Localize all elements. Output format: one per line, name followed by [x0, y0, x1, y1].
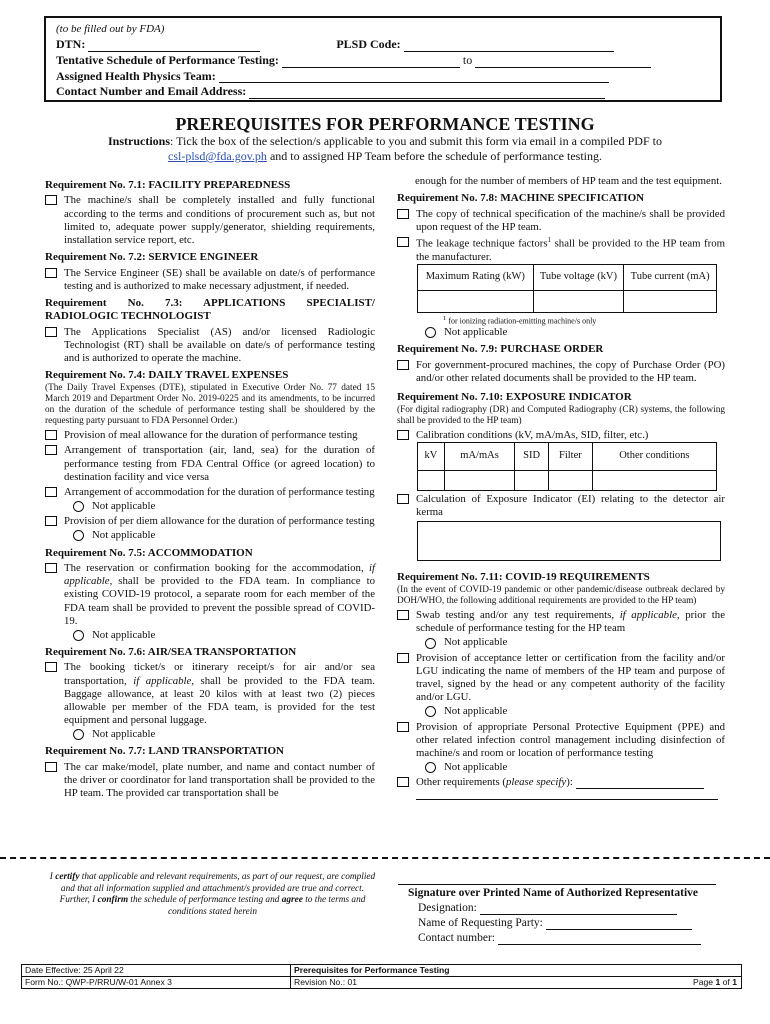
not-applicable-option [73, 500, 375, 513]
radio-button[interactable] [425, 706, 436, 717]
not-applicable-label: Not applicable [92, 628, 156, 641]
instructions-text2: and to assigned HP Team before the schedule of performance testing. [266, 149, 602, 163]
schedule-to-label: to [462, 53, 473, 68]
req-7-9-text: For government-procured machines, the copy of Purchase Order (PO) and/or other related documents shall be provided to the HP team. [416, 358, 725, 385]
req-7-4-text-1: Provision of meal allowance for the duration of performance testing [64, 429, 358, 442]
radio-button[interactable] [73, 501, 84, 512]
req-7-2-item [45, 267, 375, 293]
form-number: Form No.: QWP-P/RRU/W-01 Annex 3 [22, 977, 291, 989]
req-7-9-heading: Requirement No. 7.9: PURCHASE ORDER [397, 343, 604, 356]
req-7-3-heading-2: RADIOLOGIC TECHNOLOGIST [45, 310, 211, 323]
not-applicable-option [73, 529, 375, 542]
req-7-4-heading: Requirement No. 7.4: DAILY TRAVEL EXPENSES [45, 369, 289, 382]
req-7-7-item [45, 761, 375, 801]
table-header: kV [418, 443, 445, 471]
signature-block [408, 886, 728, 945]
email-link[interactable]: csl-plsd@fda.gov.ph [168, 149, 267, 163]
plsd-label: PLSD Code: [336, 37, 401, 52]
page-title: PREREQUISITES FOR PERFORMANCE TESTING [175, 114, 595, 134]
designation-line: Designation: [418, 901, 728, 915]
table-header: Other conditions [592, 443, 716, 471]
dtn-field[interactable] [88, 41, 260, 52]
schedule-line: Tentative Schedule of Performance Testing: to [56, 53, 710, 68]
radio-button[interactable] [425, 327, 436, 338]
not-applicable-label: Not applicable [92, 529, 156, 542]
req-7-8-text-1: The copy of technical specification of the machine/s shall be provided upon request of the HP team. [416, 207, 725, 233]
date-effective: Date Effective: 25 April 22 [22, 965, 291, 977]
contact-line [56, 84, 710, 99]
req-7-8-heading: Requirement No. 7.8: MACHINE SPECIFICATION [397, 192, 645, 205]
req-7-5-heading: Requirement No. 7.5: ACCOMMODATION [45, 546, 253, 559]
signature-title: Signature over Printed Name of Authorized Representative [408, 887, 699, 899]
req-7-11-text-2: Provision of acceptance letter or certification from the facility and/or LGU indicating the name of members of the HP team and purpose of travel, signed by the head or any competent authority of the facility and/or LGU. [416, 651, 725, 704]
dtn-line [56, 37, 710, 52]
not-applicable-option [425, 705, 725, 718]
table-header: mA/mAs [444, 443, 514, 471]
right-column [397, 175, 725, 800]
req-7-8-item-2 [397, 236, 725, 264]
contact-field[interactable] [249, 88, 605, 99]
checkbox[interactable] [45, 195, 57, 205]
checkbox[interactable] [397, 722, 409, 732]
table-cell[interactable] [444, 471, 514, 491]
team-label: Assigned Health Physics Team: [56, 68, 216, 83]
checkbox[interactable] [45, 430, 57, 440]
team-field[interactable] [219, 72, 609, 83]
req-7-8-text-2: The leakage technique factors$^1$ shall be provided to the HP team from the manufacturer. [416, 235, 725, 263]
checkbox[interactable] [397, 653, 409, 663]
not-applicable-option [73, 728, 375, 741]
req-7-4-item-2 [45, 444, 375, 484]
table-header: SID [515, 443, 549, 471]
not-applicable-label: Not applicable [444, 326, 508, 339]
req-7-4-text-4: Provision of per diem allowance for the duration of performance testing [64, 515, 375, 528]
req-7-3-item [45, 326, 375, 366]
req-7-11-text-3: Provision of appropriate Personal Protective Equipment (PPE) and other related infection control management including disinfection of machine/s and room or location of performance testing [416, 720, 725, 759]
table-header: Tube voltage (kV) [533, 264, 624, 290]
checkbox[interactable] [45, 516, 57, 526]
radio-button[interactable] [73, 630, 84, 641]
req-7-11-item-4 [397, 776, 725, 789]
instructions-label: Instructions [108, 134, 171, 148]
req-7-5-text: The reservation or confirmation booking for the accommodation, if applicable, shall be provided to the FDA team. In compliance to existing COVID-19 protocol, a separate room for each member of the FDA team shall be provided to prevent the possible spread of COVID-19. [64, 561, 375, 627]
radio-button[interactable] [73, 729, 84, 740]
req-7-10-heading: Requirement No. 7.10: EXPOSURE INDICATOR [397, 391, 632, 404]
table-header: Maximum Rating (kW) [418, 264, 534, 290]
req-7-5-item [45, 562, 375, 628]
party-line: Name of Requesting Party: [418, 916, 728, 930]
checkbox[interactable] [397, 610, 409, 620]
checkbox[interactable] [45, 445, 57, 455]
contact-number-field[interactable] [498, 934, 701, 945]
req-7-4-text-2: Arrangement of transportation (air, land, sea) for the duration of performance testing from FDA Central Office (or agreed location) to destination facility and vice versa [64, 444, 375, 483]
req-7-11-note: (In the event of COVID-19 pandemic or other pandemic/disease outbreak declared by DOH/WHO, the following additional requirements are provided to the HP team) [397, 584, 725, 606]
contact-number-line: Contact number: [418, 931, 728, 945]
req-7-1-heading: Requirement No. 7.1: FACILITY PREPAREDNESS [45, 179, 291, 191]
other-requirements-field[interactable] [576, 778, 704, 789]
cut-line [0, 857, 770, 859]
exposure-indicator-box[interactable] [417, 521, 721, 561]
req-7-7-heading: Requirement No. 7.7: LAND TRANSPORTATION [45, 745, 284, 758]
designation-field[interactable] [480, 904, 677, 915]
instructions-text: : Tick the box of the selection/s applicable to you and submit this form via email in a compiled PDF to [170, 134, 662, 148]
req-7-2-text: The Service Engineer (SE) shall be available on date/s of performance testing and is authorized to make necessary adjustment, if needed. [64, 266, 375, 292]
req-7-9-item [397, 359, 725, 385]
schedule-to-field[interactable] [475, 57, 651, 68]
checkbox[interactable] [45, 268, 57, 278]
checkbox[interactable] [397, 209, 409, 219]
req-7-11-item-2 [397, 652, 725, 705]
req-7-3-heading: Requirement No. 7.3: APPLICATIONS SPECIALIST/ [45, 296, 375, 309]
radio-button[interactable] [425, 762, 436, 773]
checkbox[interactable] [397, 430, 409, 440]
not-applicable-label: Not applicable [444, 705, 508, 718]
req-7-4-item-3 [45, 486, 375, 499]
req-7-4-note: (The Daily Travel Expenses (DTE), stipulated in Executive Order No. 77 dated 15 March 2019 and Department Order No. 2019-0225 and its amendments, to be incurred on the duration of the schedule of performance testing shall be shouldered by the requesting party pursuant to FDA Personnel Order.) [45, 382, 375, 427]
not-applicable-option [425, 636, 725, 649]
fda-header-box [44, 16, 722, 102]
req-7-11-heading: Requirement No. 7.11: COVID-19 REQUIREMENTS [397, 571, 650, 584]
table-cell[interactable] [592, 471, 716, 491]
checkbox[interactable] [397, 494, 409, 504]
team-line [56, 69, 710, 84]
plsd-field[interactable] [404, 41, 614, 52]
table-cell[interactable] [549, 471, 593, 491]
page-number: Page 1 of 1 [693, 977, 737, 987]
left-column [45, 175, 375, 800]
instructions [60, 134, 710, 164]
req-7-4-item-1 [45, 429, 375, 442]
table-header: Filter [549, 443, 593, 471]
not-applicable-option [425, 326, 725, 339]
checkbox[interactable] [45, 487, 57, 497]
calibration-table [417, 442, 717, 491]
other-requirements-field-2[interactable] [416, 789, 718, 800]
req-7-11-text-4: Other requirements (please specify): [416, 776, 725, 789]
req-7-4-item-4 [45, 515, 375, 528]
req-7-11-text-1: Swab testing and/or any test requirements, if applicable, prior the schedule of performance testing for the HP team [416, 609, 725, 635]
req-7-3-text: The Applications Specialist (AS) and/or licensed Radiologic Technologist (RT) shall be available on date/s of performance testing and is authorized to operate the machine. [64, 325, 375, 364]
footer-table [21, 964, 748, 989]
fda-note: (to be filled out by FDA) [56, 23, 165, 35]
schedule-label: Tentative Schedule of Performance Testing [56, 53, 275, 68]
dtn-label: DTN: [56, 37, 86, 52]
req-7-6-item [45, 661, 375, 727]
checkbox[interactable] [397, 237, 409, 247]
req-7-11-item-3 [397, 721, 725, 761]
revision-number: Revision No.: 01 Page 1 of 1 [291, 977, 742, 989]
req-7-7-text: The car make/model, plate number, and name and contact number of the driver or coordinator for land transportation shall be provided to the HP team. The provided car transportation shall be [64, 760, 375, 800]
document-title: Prerequisites for Performance Testing [291, 965, 742, 977]
req-7-6-text: The booking ticket/s or itinerary receipt/s for air and/or sea transportation, if applicable, shall be provided to the FDA team. Baggage allowance, at least 20 kilos with at least two (2) pieces allowable per member of the FDA team, is provided for the test equipment and personal luggage. [64, 661, 375, 727]
radio-button[interactable] [73, 530, 84, 541]
leakage-factors-table [417, 264, 717, 313]
req-7-2-heading: Requirement No. 7.2: SERVICE ENGINEER [45, 251, 259, 264]
radio-button[interactable] [425, 638, 436, 649]
req-7-1-item [45, 194, 375, 247]
not-applicable-label: Not applicable [92, 728, 156, 741]
req-7-7-continued: enough for the number of members of HP team and the test equipment. [415, 175, 722, 187]
not-applicable-label: Not applicable [92, 500, 156, 513]
not-applicable-label: Not applicable [444, 761, 508, 774]
req-7-10-note: (For digital radiography (DR) and Computed Radiography (CR) systems, the following shall be provided to the HP team) [397, 404, 725, 426]
checkbox[interactable] [45, 662, 57, 672]
req-7-4-text-3: Arrangement of accommodation for the duration of performance testing [64, 485, 375, 498]
table-cell[interactable] [624, 290, 717, 312]
party-field[interactable] [546, 919, 692, 930]
table-cell[interactable] [418, 290, 534, 312]
checkbox[interactable] [397, 777, 409, 787]
req-7-1-text: The machine/s shall be completely installed and fully functional according to the terms and conditions of procurement such as, but not limited to, adequate power supply/generator, shielding requirements, installation service report, etc. [64, 194, 375, 246]
req-7-10-item-1 [397, 429, 725, 442]
req-7-10-text-1: Calibration conditions (kV, mA/mAs, SID, filter, etc.) [416, 428, 649, 441]
table-cell[interactable] [533, 290, 624, 312]
not-applicable-option [73, 629, 375, 642]
table-cell[interactable] [418, 471, 445, 491]
footnote: $^1$ for ionizing radiation-emitting machine/s only [443, 314, 597, 326]
schedule-from-field[interactable] [282, 57, 460, 68]
certification: I certify that applicable and relevant requirements, as part of our request, are complied and that all information supplied and attachment/s provided are true and correct. Further, I confirm the schedule of performance testing and agree to the terms and conditions stated herein [49, 872, 376, 917]
checkbox[interactable] [45, 563, 57, 573]
req-7-10-text-2: Calculation of Exposure Indicator (EI) relating to the detector air kerma [416, 493, 725, 519]
checkbox[interactable] [45, 762, 57, 772]
not-applicable-label: Not applicable [444, 636, 508, 649]
req-7-11-item-1 [397, 609, 725, 635]
contact-label: Contact Number and Email Address: [56, 84, 247, 99]
req-7-6-heading: Requirement No. 7.6: AIR/SEA TRANSPORTATION [45, 646, 297, 659]
signature-line[interactable] [398, 884, 716, 885]
table-header: Tube current (mA) [624, 264, 717, 290]
checkbox[interactable] [397, 360, 409, 370]
req-7-10-item-2 [397, 493, 725, 519]
not-applicable-option [425, 761, 725, 774]
checkbox[interactable] [45, 327, 57, 337]
req-7-8-item-1 [397, 208, 725, 234]
table-cell[interactable] [515, 471, 549, 491]
